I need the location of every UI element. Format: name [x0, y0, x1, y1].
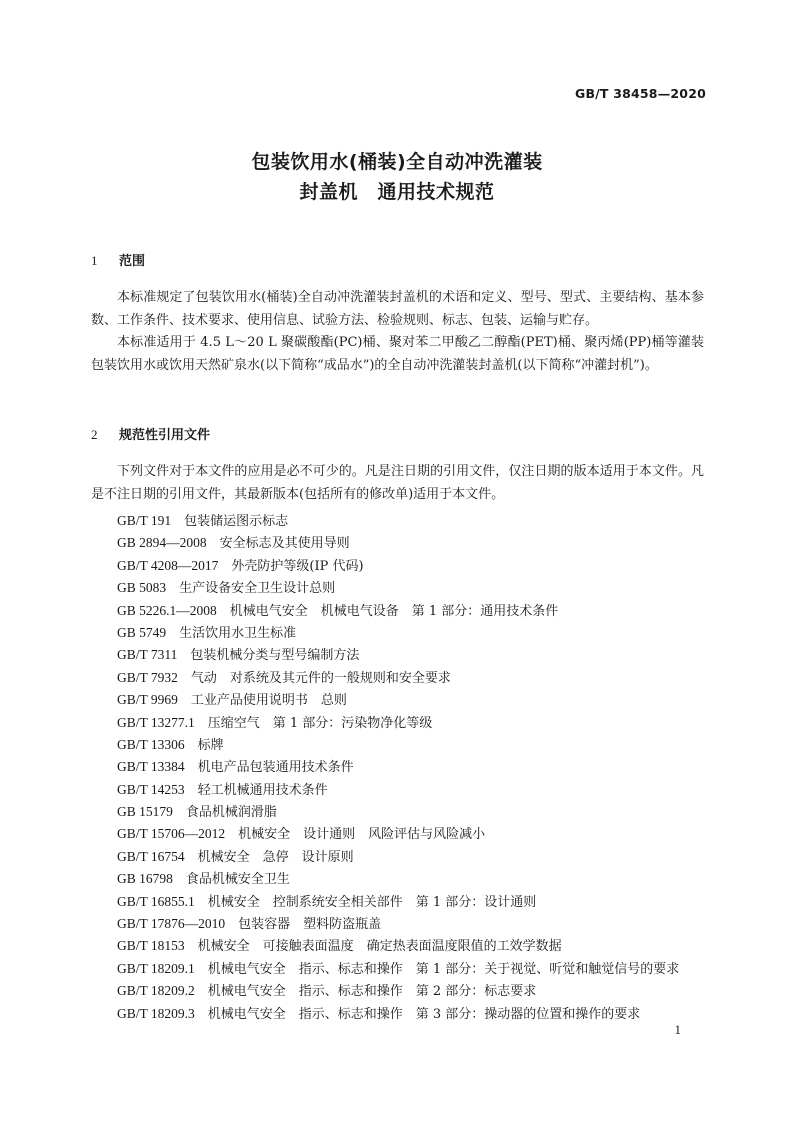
- section-title: 规范性引用文件: [119, 428, 211, 443]
- section-number: 2: [91, 427, 98, 442]
- reference-title: 包装储运图示标志: [184, 514, 289, 529]
- reference-title: 生产设备安全卫生设计总则: [179, 581, 336, 597]
- reference-code: GB/T 18153: [117, 938, 185, 954]
- reference-item: [117, 532, 679, 554]
- reference-title: 包装机械分类与型号编制方法: [190, 648, 360, 664]
- reference-item: [117, 868, 679, 890]
- reference-title: 食品机械润滑脂: [185, 805, 277, 821]
- reference-title: 机械电气安全 指示、标志和操作 第 2 部分：标志要求: [207, 984, 537, 1000]
- reference-item: [117, 622, 679, 644]
- reference-code: GB/T 13306: [117, 736, 185, 752]
- reference-code: GB/T 18209.3: [117, 1005, 195, 1021]
- reference-title: 食品机械安全卫生: [185, 872, 290, 888]
- reference-item: [117, 846, 679, 868]
- reference-code: GB/T 18209.1: [117, 960, 195, 976]
- title-line-1: 包装饮用水(桶装)全自动冲洗灌装: [251, 151, 543, 173]
- reference-code: GB 15179: [117, 804, 173, 820]
- reference-code: GB 5226.1—2008: [117, 602, 217, 618]
- reference-title: 气动 对系统及其元件的一般规则和安全要求: [190, 670, 451, 686]
- page-number: 1: [674, 1022, 681, 1037]
- reference-item: [117, 779, 679, 801]
- reference-item: [117, 734, 679, 756]
- reference-code: GB/T 15706—2012: [117, 826, 226, 842]
- reference-title: 外壳防护等级(IP 代码): [231, 558, 364, 574]
- reference-item: [117, 823, 679, 845]
- standard-number: GB/T 38458—2020: [574, 86, 706, 101]
- reference-code: GB/T 14253: [117, 781, 185, 797]
- reference-code: GB/T 191: [117, 513, 172, 528]
- title-line-2: 封盖机 通用技术规范: [299, 181, 495, 203]
- reference-code: GB/T 9969: [117, 692, 178, 708]
- section-1-paragraph-2: 本标准适用于 4.5 L～20 L 聚碳酸酯(PC)桶、聚对苯二甲酸乙二醇酯(PET)桶、聚丙烯(PP)桶等灌装包装饮用水或饮用天然矿泉水(以下简称“成品水”)的全自动冲洗灌装封盖机(以下简称“冲灌封机”)。: [91, 335, 704, 373]
- reference-item: [117, 600, 679, 622]
- reference-title: 机械电气安全 机械电气设备 第 1 部分：通用技术条件: [229, 603, 559, 619]
- reference-code: GB/T 16754: [117, 848, 185, 864]
- reference-code: GB/T 16855.1: [117, 893, 195, 909]
- reference-code: GB/T 17876—2010: [117, 916, 226, 932]
- reference-item: [117, 644, 679, 666]
- section-1-paragraph-1: 本标准规定了包装饮用水(桶装)全自动冲洗灌装封盖机的术语和定义、型号、型式、主要结构、基本参数、工作条件、技术要求、使用信息、试验方法、检验规则、标志、包装、运输与贮存。: [91, 290, 704, 328]
- reference-code: GB/T 18209.2: [117, 983, 195, 999]
- reference-title: 机械电气安全 指示、标志和操作 第 3 部分：操动器的位置和操作的要求: [207, 1006, 641, 1022]
- reference-code: GB/T 4208—2017: [117, 557, 219, 573]
- reference-title: 包装容器 塑料防盗瓶盖: [238, 917, 382, 933]
- reference-title: 生活饮用水卫生标准: [179, 625, 297, 641]
- reference-title: 机械安全 控制系统安全相关部件 第 1 部分：设计通则: [207, 894, 537, 910]
- reference-item: [117, 891, 679, 913]
- reference-item: [117, 577, 679, 599]
- reference-item: [117, 555, 679, 577]
- section-2-paragraph-1: 下列文件对于本文件的应用是必不可少的。凡是注日期的引用文件，仅注日期的版本适用于本文件。凡是不注日期的引用文件，其最新版本(包括所有的修改单)适用于本文件。: [91, 464, 704, 502]
- reference-title: 安全标志及其使用导则: [219, 536, 350, 552]
- reference-item: [117, 667, 679, 689]
- reference-title: 标牌: [197, 737, 224, 753]
- reference-code: GB 5749: [117, 624, 167, 640]
- reference-title: 机械安全 可接触表面温度 确定热表面温度限值的工效学数据: [197, 939, 562, 955]
- reference-item: [117, 1003, 679, 1025]
- reference-title: 压缩空气 第 1 部分：污染物净化等级: [207, 715, 433, 731]
- reference-code: GB 16798: [117, 871, 173, 887]
- section-number: 1: [91, 253, 98, 268]
- reference-item: [117, 958, 679, 980]
- reference-item: [117, 935, 679, 957]
- reference-title: 机械安全 急停 设计原则: [197, 849, 354, 865]
- reference-title: 机械电气安全 指示、标志和操作 第 1 部分：关于视觉、听觉和触觉信号的要求: [207, 961, 680, 977]
- reference-title: 工业产品使用说明书 总则: [190, 693, 347, 709]
- section-title: 范围: [119, 254, 146, 269]
- reference-code: GB 5083: [117, 580, 167, 596]
- normative-references-list: [117, 510, 679, 1025]
- reference-code: GB/T 7311: [117, 647, 178, 663]
- reference-item: [117, 510, 679, 532]
- reference-item: [117, 980, 679, 1002]
- reference-item: [117, 712, 679, 734]
- reference-code: GB/T 13384: [117, 759, 185, 775]
- reference-item: [117, 756, 679, 778]
- reference-code: GB 2894—2008: [117, 535, 207, 551]
- reference-title: 轻工机械通用技术条件: [197, 782, 328, 798]
- section-1-heading: [91, 250, 145, 269]
- reference-code: GB/T 13277.1: [117, 714, 195, 730]
- reference-item: [117, 913, 679, 935]
- reference-title: 机电产品包装通用技术条件: [197, 760, 354, 776]
- reference-title: 机械安全 设计通则 风险评估与风险减小: [238, 827, 486, 843]
- document-title: [0, 147, 794, 207]
- reference-item: [117, 689, 679, 711]
- reference-item: [117, 801, 679, 823]
- reference-code: GB/T 7932: [117, 669, 178, 685]
- section-2-heading: [91, 424, 210, 443]
